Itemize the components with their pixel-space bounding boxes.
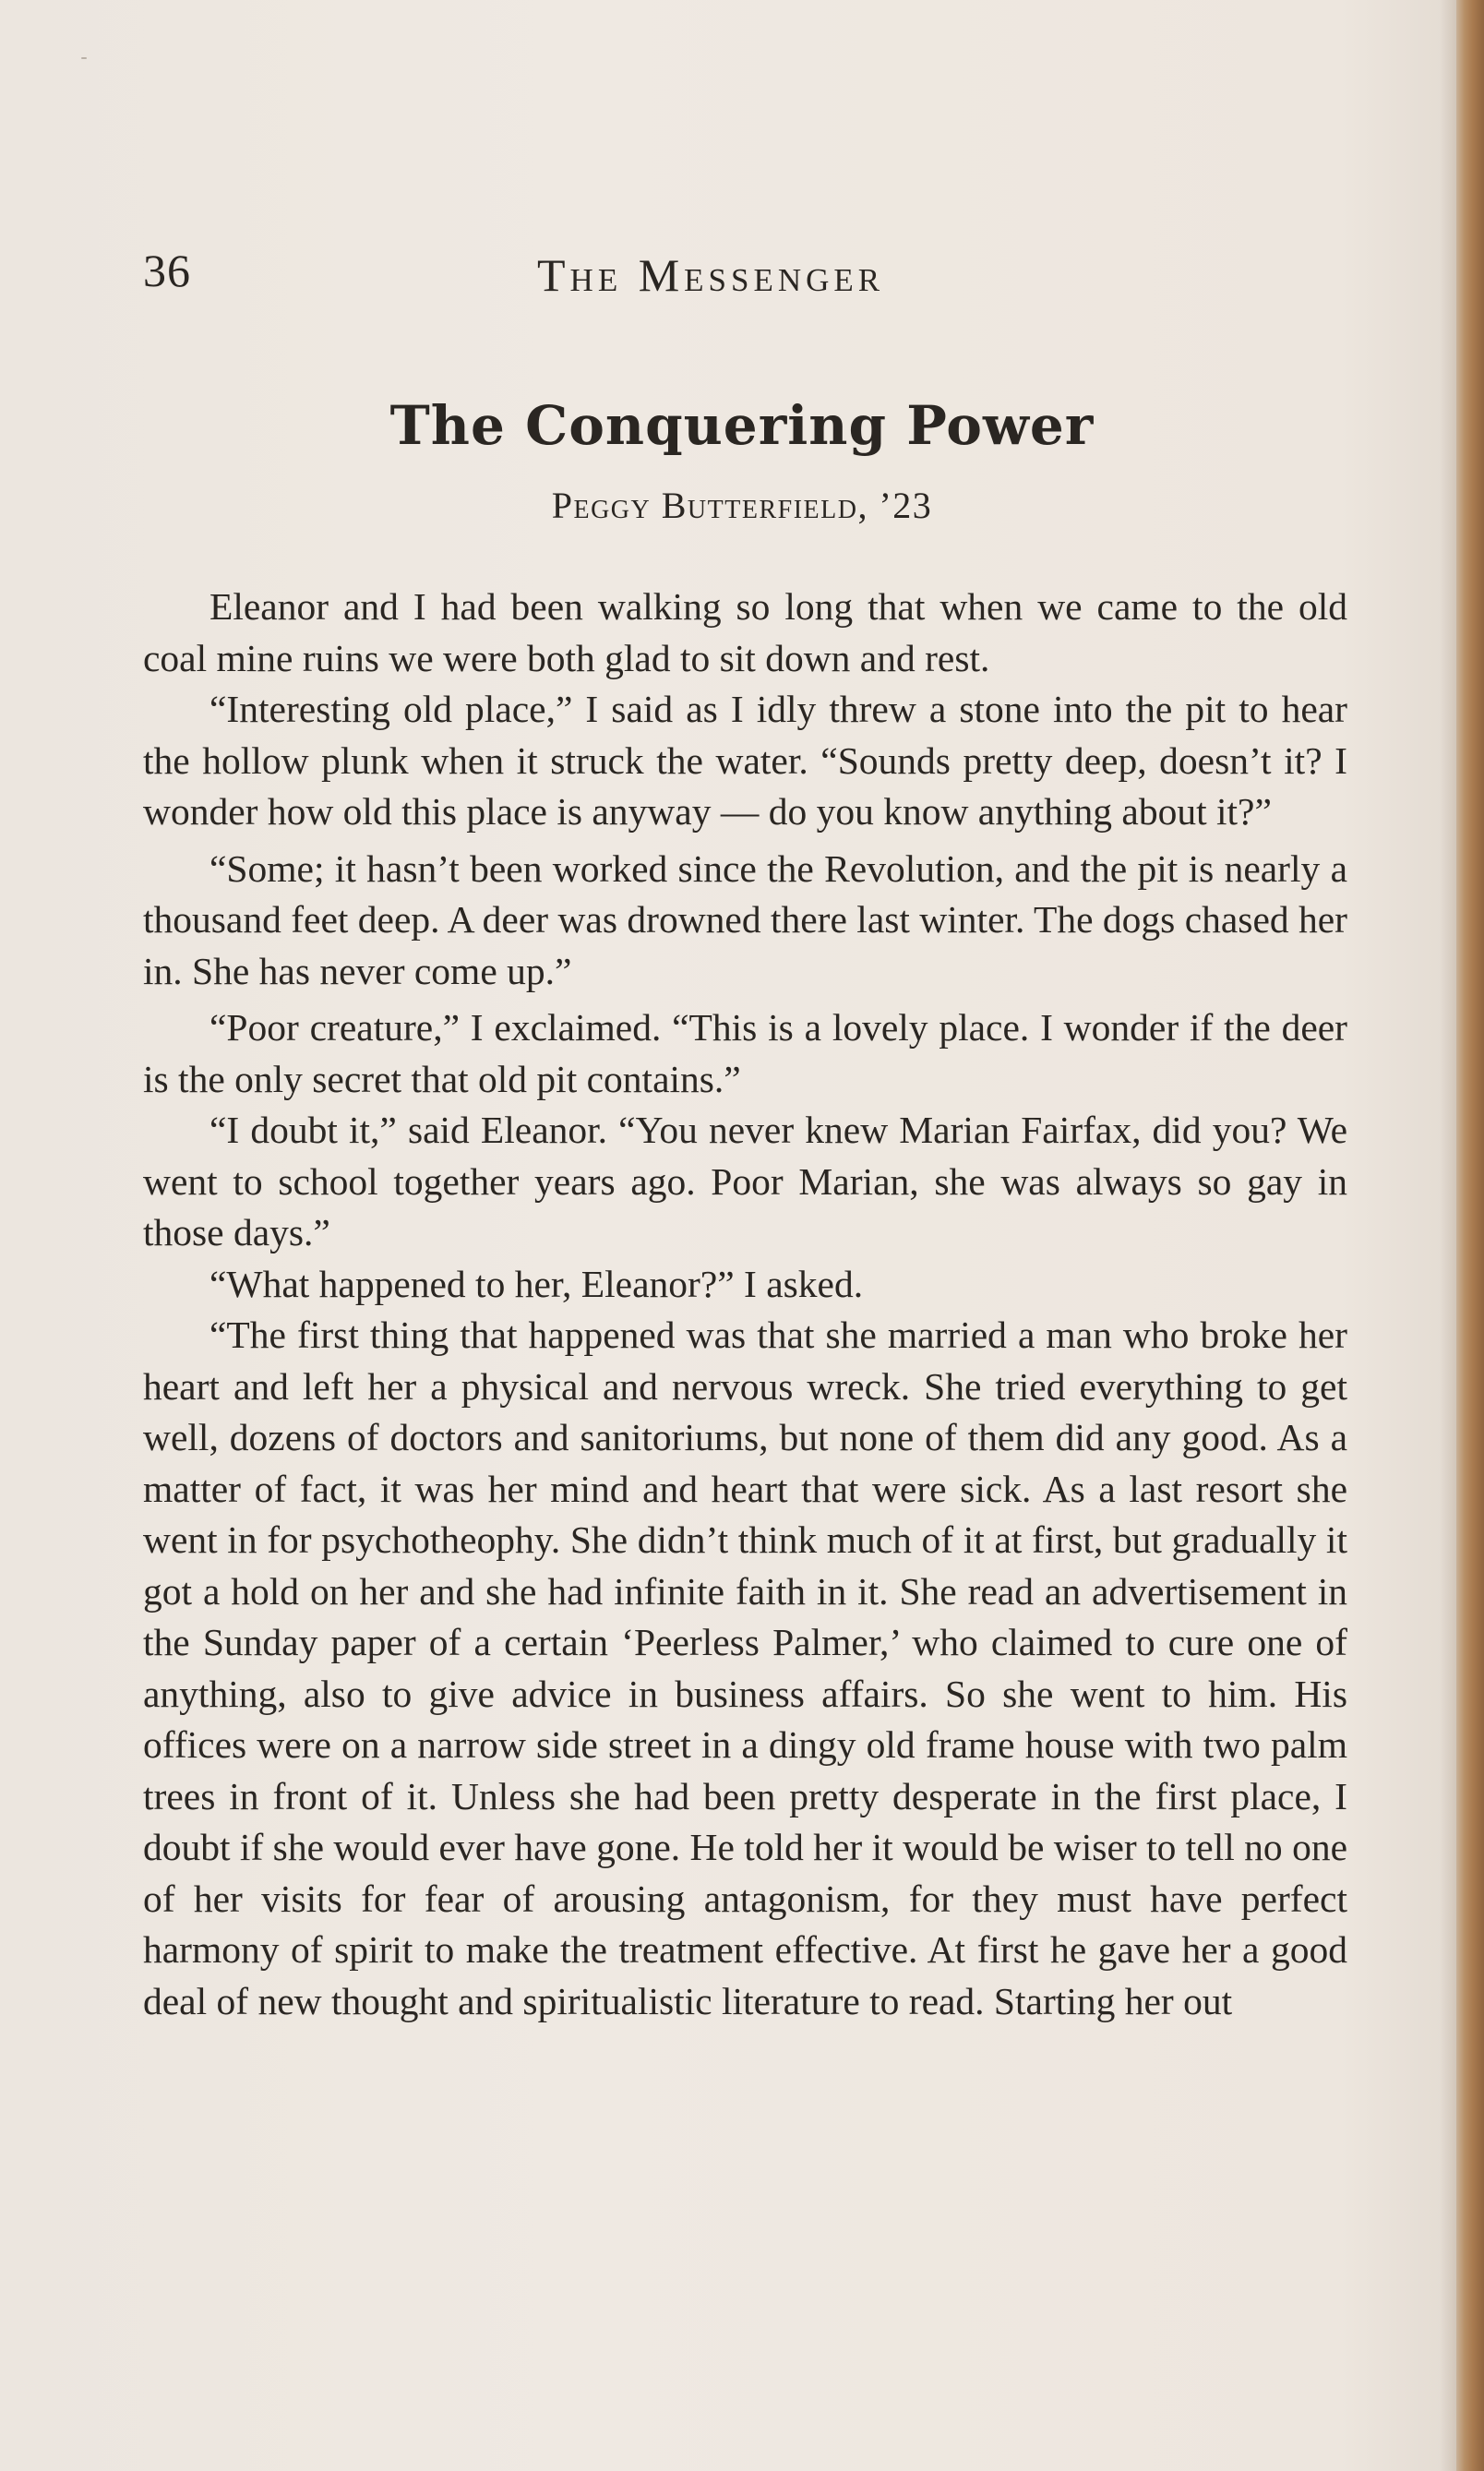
paragraph: “I doubt it,” said Eleanor. “You never knew Marian Fairfax, did you? We went to school together years ago. Poor Marian, she was always so gay in those days.”: [143, 1109, 1347, 1253]
article-title: The Conquering Power: [389, 394, 1095, 457]
paragraph: “The first thing that happened was that she married a man who broke her heart and left her a physical and nervous wreck. She tried everything to get well, dozens of doctors and sanitoriums, but none of them did any good. As a matter of fact, it was her mind and heart that were sick. As a last resort she went in for psychotheophy. She didn’t think much of it at first, but gradually it got a hold on her and she had infinite faith in it. She read an advertisement in the Sunday paper of a certain ‘Peerless Palmer,’ who claimed to cure one of anything, also to give advice in business affairs. So she went to him. His offices were on a narrow side street in a dingy old frame house with two palm trees in front of it. Unless she had been pretty desperate in the first place, I doubt if she would ever have gone. He told her it would be wiser to tell no one of her visits for fear of arousing antagonism, for they must have perfect harmony of spirit to make the treatment effective. At first he gave her a good deal of new thought and spiritualistic literature to read. Starting her out: [143, 1313, 1347, 2022]
paragraph: “What happened to her, Eleanor?” I asked.: [209, 1262, 864, 1305]
page-number: 36: [143, 245, 191, 296]
article-byline: Peggy Butterfield, ’23: [551, 485, 933, 526]
paragraph: “Interesting old place,” I said as I idly threw a stone into the pit to hear the hollow plunk when it struck the water. “Sounds pretty deep, doesn’t it? I wonder how old this place is anyway — do you know anything about it?”: [143, 688, 1347, 833]
page-gutter-shadow: [1440, 0, 1458, 2471]
running-head: The Messenger: [537, 249, 885, 301]
paragraph: Eleanor and I had been walking so long that when we came to the old coal mine ruins we were both glad to sit down and rest.: [143, 585, 1347, 679]
page-edge: [1456, 0, 1484, 2471]
paragraph: “Some; it hasn’t been worked since the Revolution, and the pit is nearly a thousand feet deep. A deer was drowned there last winter. The dogs chased her in. She has never come up.”: [143, 846, 1347, 992]
paragraph: “Poor creature,” I exclaimed. “This is a lovely place. I wonder if the deer is the only secret that old pit contains.”: [143, 1006, 1347, 1100]
article-body: [143, 582, 1347, 2027]
paper-speck: [81, 57, 87, 59]
